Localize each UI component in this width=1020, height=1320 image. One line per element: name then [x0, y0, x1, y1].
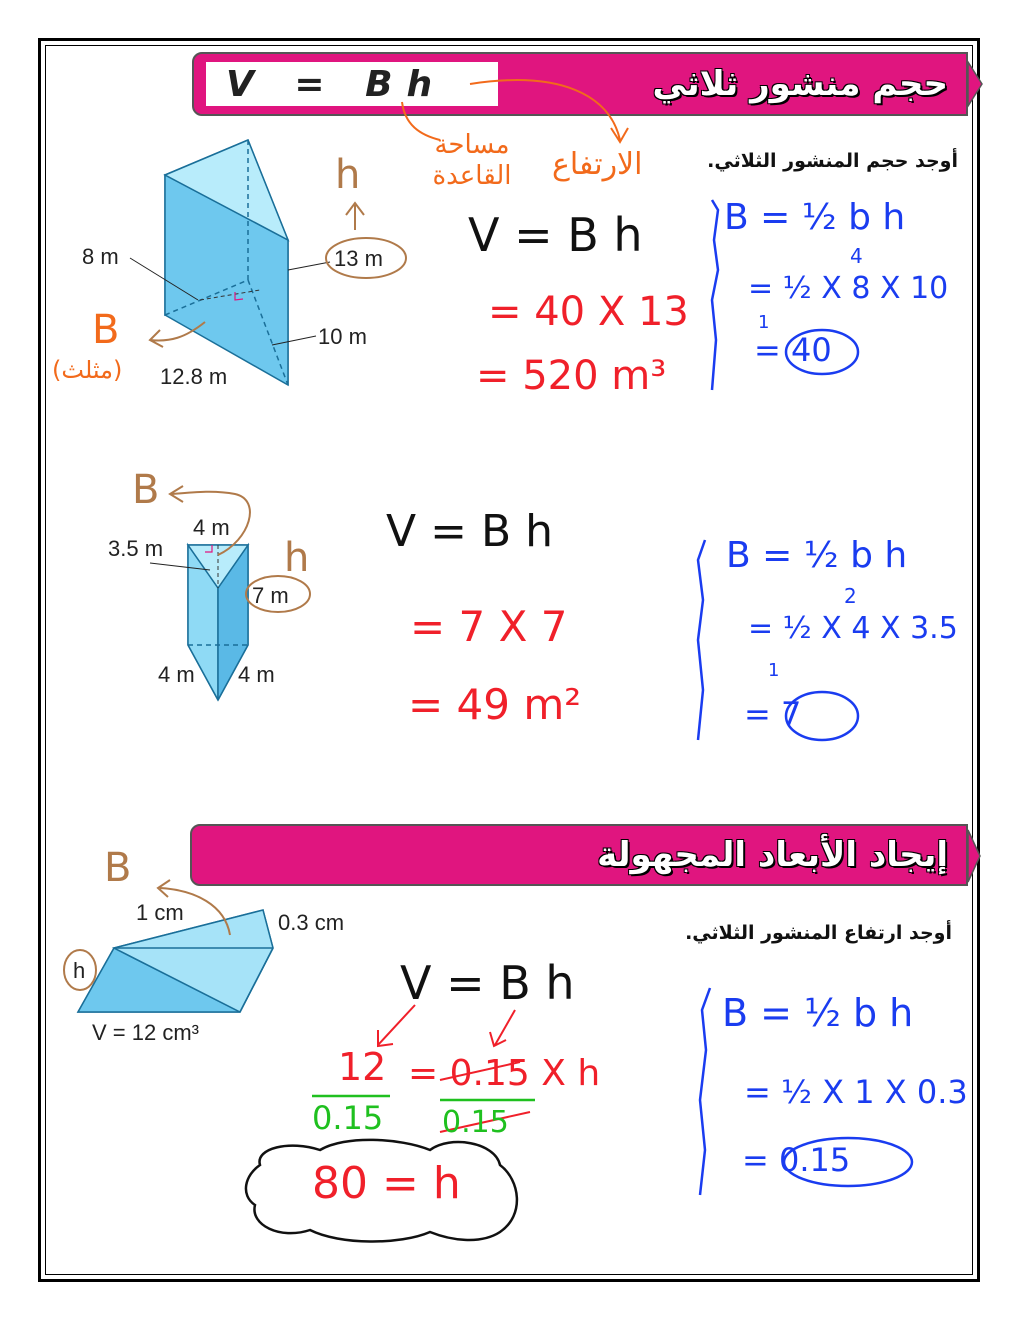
- work3-div-right: 0.15: [442, 1105, 509, 1140]
- label-3-5m: 3.5 m: [108, 536, 164, 561]
- work3-rhs: = 0.15 X h: [408, 1053, 601, 1094]
- label-0-3cm: 0.3 cm: [278, 910, 345, 935]
- work1-line2: = 520 m³: [476, 353, 667, 399]
- hand-B-3: B: [104, 845, 132, 891]
- label-10m: 10 m: [318, 324, 367, 349]
- hand-h-2: h: [284, 535, 310, 581]
- calc1-line1: B = ½ b h: [724, 197, 906, 238]
- calc3-line3: = 0.15: [742, 1141, 851, 1179]
- label-volume: V = 12 cm³: [92, 1020, 199, 1045]
- work1-line1: = 40 X 13: [488, 289, 689, 335]
- label-h: h: [73, 958, 86, 983]
- calc2-line2: = ½ X 4 X 3.5: [748, 611, 958, 646]
- bracket-2: [698, 540, 705, 740]
- bracket-3: [700, 988, 710, 1195]
- banner2-arrow-icon: [968, 830, 980, 882]
- hand-B-1: B: [92, 307, 120, 353]
- arrow-V-icon: [378, 1005, 415, 1046]
- work2-line2: = 49 m²: [408, 680, 582, 729]
- section3-title: إيجاد الأبعاد المجهولة: [597, 835, 948, 875]
- section3-prompt: أوجد ارتفاع المنشور الثلاثي.: [685, 922, 952, 944]
- label-8m: 8 m: [82, 244, 119, 269]
- work2-formula: V = B h: [386, 506, 553, 557]
- label-4m-top: 4 m: [193, 515, 230, 540]
- label-13m: 13 m: [334, 246, 383, 271]
- label-1cm: 1 cm: [136, 900, 184, 925]
- calc2-line1: B = ½ b h: [726, 535, 908, 576]
- calc1-line2: = ½ X 8 X 10: [748, 271, 949, 306]
- label-4m-left: 4 m: [158, 662, 195, 687]
- label-7m: 7 m: [252, 583, 289, 608]
- leader-13m: [288, 262, 330, 270]
- label-12-8m: 12.8 m: [160, 364, 228, 389]
- work3-lhs: 12: [338, 1045, 387, 1089]
- calc3-line2: = ½ X 1 X 0.3: [744, 1073, 968, 1111]
- note-triangle: (مثلث): [52, 356, 123, 384]
- note-base-area: مساحة القاعدة: [432, 130, 512, 192]
- note-height: الارتفاع: [552, 147, 643, 182]
- calc1-line3: = 40: [754, 331, 832, 369]
- section1-title: حجم منشور ثلاثي: [652, 64, 948, 104]
- work3-formula: V = B h: [400, 956, 575, 1010]
- section1-prompt: أوجد حجم المنشور الثلاثي.: [707, 150, 958, 172]
- work3-result: 80 = h: [312, 1158, 461, 1209]
- banner1-arrow-icon: [968, 62, 982, 106]
- calc1-small1: 4: [850, 244, 863, 268]
- prism-1: [165, 140, 288, 385]
- work1-formula: V = B h: [468, 208, 643, 262]
- bracket-1: [712, 200, 718, 390]
- calc1-small2: 1: [758, 312, 770, 333]
- calc2-line3: = 7: [744, 695, 802, 733]
- label-4m-right: 4 m: [238, 662, 275, 687]
- calc2-small2: 1: [768, 660, 780, 681]
- work3-div-left: 0.15: [312, 1099, 384, 1137]
- calc2-small1: 2: [844, 584, 857, 608]
- calc3-line1: B = ½ b h: [722, 991, 914, 1035]
- work2-line1: = 7 X 7: [410, 602, 568, 651]
- arrow-h-icon: [346, 203, 364, 230]
- hand-B-2: B: [132, 467, 160, 513]
- arrow-Bh-icon: [490, 1010, 515, 1046]
- volume-formula: V = Bh: [226, 64, 447, 105]
- hand-h-1: h: [335, 152, 361, 198]
